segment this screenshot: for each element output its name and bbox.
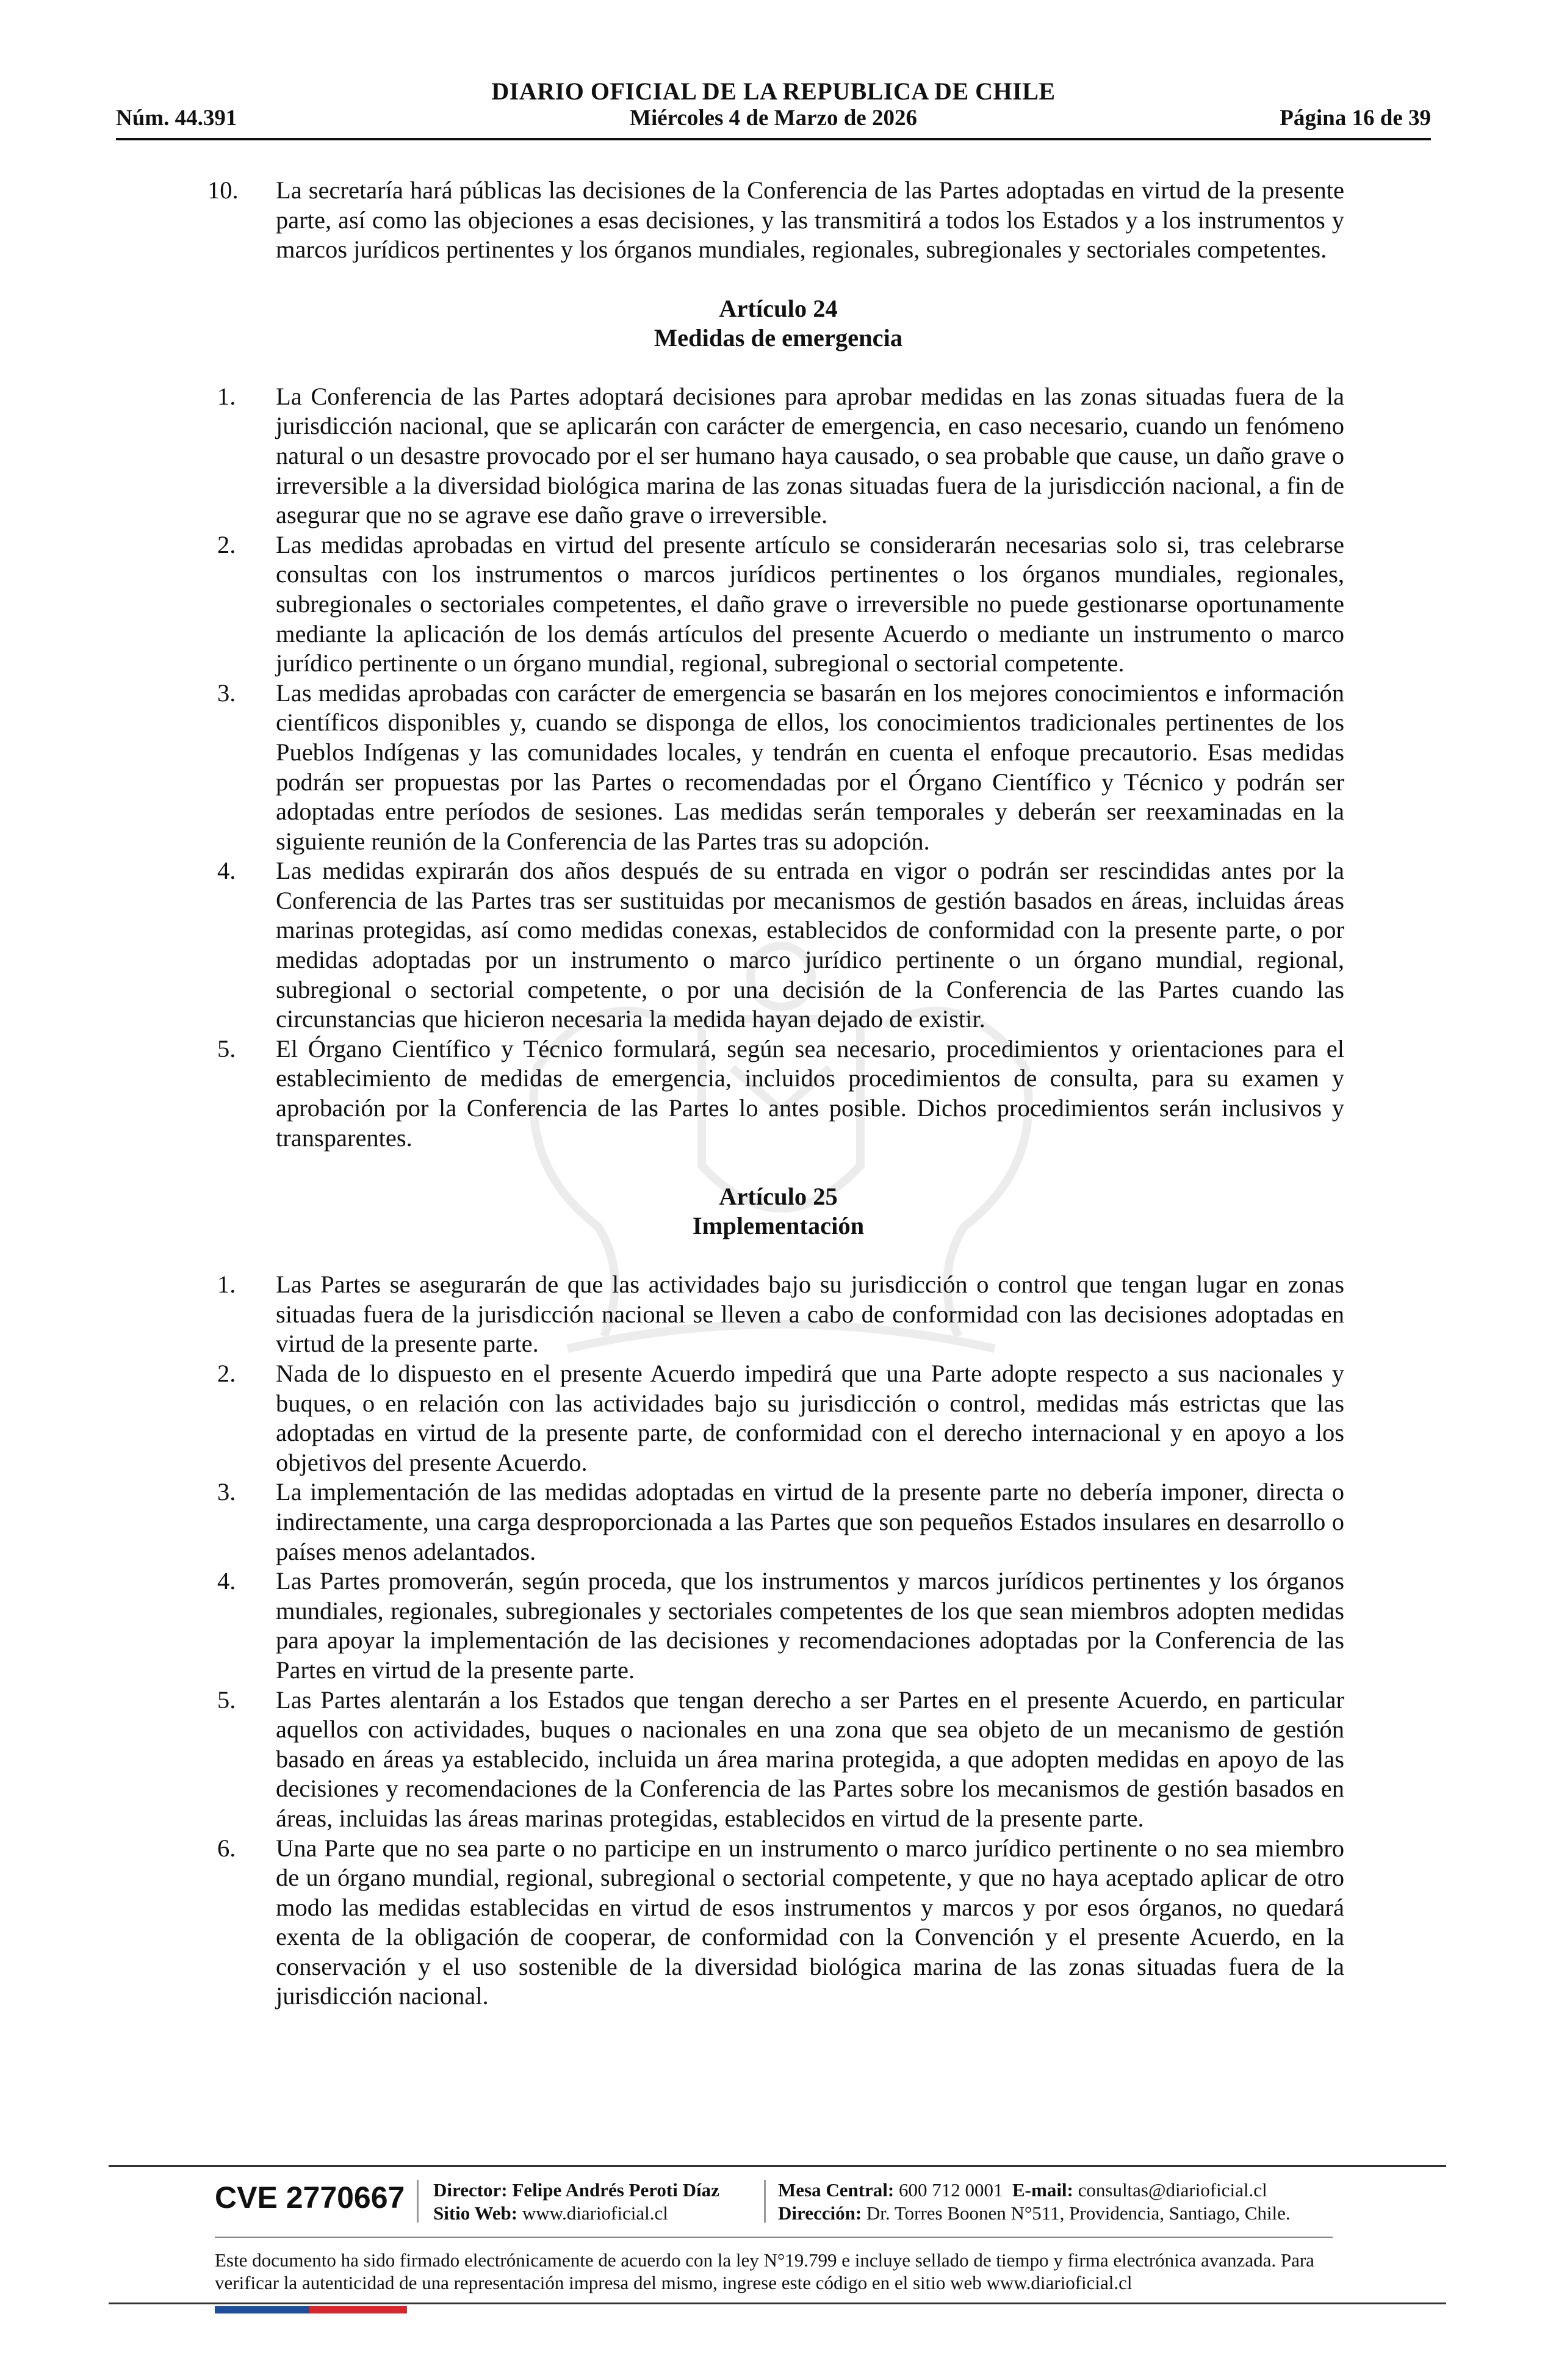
footer-separator xyxy=(764,2180,766,2223)
phone-label: Mesa Central: xyxy=(778,2179,895,2201)
item-number: 4. xyxy=(217,1567,236,1595)
item-number: 2. xyxy=(217,530,236,558)
item-number: 5. xyxy=(217,1034,236,1062)
article-24-item-5 xyxy=(212,1034,1344,1153)
item-text: La Conferencia de las Partes adoptará decisiones para aprobar medidas en las zonas situadas fuera de la jurisdicción nacional, que se aplicarán con carácter de emergencia, en caso necesario, cuando un fenómeno natural o un desastre provocado por el ser humano haya causado, o sea probable que cause, un daño grave o irreversible a la diversidad biológica marina de las zonas situadas fuera de la jurisdicción nacional, a fin de asegurar que no se agrave ese daño grave o irreversible. xyxy=(276,382,1344,529)
footer-divider-top xyxy=(109,2165,1446,2167)
article-24-item-4 xyxy=(212,856,1344,1034)
item-text: Las medidas aprobadas con carácter de emergencia se basarán en los mejores conocimientos e información científicos disponibles y, cuando se disponga de ellos, los conocimientos tradicionales pertinentes de los Pueblos Indígenas y las comunidades locales, y tendrán en cuenta el enfoque precautorio. Esas medidas podrán ser propuestas por las Partes o recomendadas por el Órgano Científico y Técnico y podrán ser adoptadas entre períodos de sesiones. Las medidas serán temporales y deberán ser reexaminadas en la siguiente reunión de la Conferencia de las Partes tras su adopción. xyxy=(276,679,1344,855)
item-number: 1. xyxy=(217,1271,236,1299)
website-link[interactable]: www.diarioficial.cl xyxy=(522,2202,668,2224)
article-number: Artículo 24 xyxy=(719,294,838,322)
item-number: 10. xyxy=(207,176,239,204)
item-number: 3. xyxy=(217,1478,236,1506)
item-text: La implementación de las medidas adoptadas en virtud de la presente parte no debería imponer, directa o indirectamente, una carga desproporcionada a las Partes que son pequeños Estados insulares en desarrollo o países menos adelantados. xyxy=(276,1478,1344,1565)
footer-divider-middle xyxy=(215,2237,1333,2238)
item-text: Las medidas aprobadas en virtud del presente artículo se considerarán necesarias solo si, tras celebrarse consultas con los instrumentos o marcos jurídicos pertinentes o los órganos mundiales, regionales, subregionales o sectoriales competentes, el daño grave o irreversible no puede gestionarse oportunamente mediante la aplicación de los demás artículos del presente Acuerdo o mediante un instrumento o marco jurídico pertinente o un órgano mundial, regional, subregional o sectorial competente. xyxy=(276,530,1344,677)
article-25-item-6 xyxy=(212,1834,1344,2012)
article-24-item-2 xyxy=(212,530,1344,679)
cve-code: CVE 2770667 xyxy=(215,2180,405,2215)
footer-separator xyxy=(417,2180,419,2223)
item-text: Las Partes promoverán, según proceda, que los instrumentos y marcos jurídicos pertinentes y los órganos mundiales, regionales, subregionales y sectoriales competentes de los que sean miembros adopten medidas para apoyar la implementación de las decisiones y recomendaciones adoptadas por la Conferencia de las Partes en virtud de la presente parte. xyxy=(276,1567,1344,1684)
email-link[interactable]: consultas@diarioficial.cl xyxy=(1078,2179,1267,2201)
page-header xyxy=(116,73,1431,146)
address-text: Dr. Torres Boonen N°511, Providencia, Santiago, Chile. xyxy=(866,2202,1291,2224)
footer-contact-block xyxy=(778,2179,1291,2225)
issue-number: Núm. 44.391 xyxy=(116,106,237,131)
item-text: La secretaría hará públicas las decisiones de la Conferencia de las Partes adoptadas en virtud de la presente parte, así como las objeciones a esas decisiones, y las transmitirá a todos los Estados y a los instrumentos y marcos jurídicos pertinentes y los órganos mundiales, regionales, subregionales y sectoriales competentes. xyxy=(276,176,1344,264)
footer-director-block xyxy=(433,2179,719,2225)
article-25-item-2 xyxy=(212,1359,1344,1477)
article-25-item-1 xyxy=(212,1270,1344,1359)
item-number: 6. xyxy=(217,1834,236,1862)
item-number: 3. xyxy=(217,679,236,707)
item-number: 1. xyxy=(217,382,236,410)
address-label: Dirección: xyxy=(778,2202,862,2224)
item-number: 2. xyxy=(217,1360,236,1387)
item-text: Una Parte que no sea parte o no participe en un instrumento o marco jurídico pertinente o no sea miembro de un órgano mundial, regional, subregional o sectorial competente, y que no haya aceptado aplicar de otro modo las medidas establecidas en virtud de esos instrumentos y marcos y por esos órganos, no quedará exenta de la obligación de cooperar, de conformidad con la Convención y el presente Acuerdo, en la conservación y el uso sostenible de la diversidad biológica marina de las zonas situadas fuera de la jurisdicción nacional. xyxy=(276,1834,1344,2010)
article-24-item-1 xyxy=(212,382,1344,530)
email-label: E-mail: xyxy=(1012,2179,1073,2201)
item-text: El Órgano Científico y Técnico formulará, según sea necesario, procedimientos y orientaciones para el establecimiento de medidas de emergencia, incluidos procedimientos de consulta, para su examen y aprobación por la Conferencia de las Partes lo antes posible. Dichos procedimientos serán inclusivos y transparentes. xyxy=(276,1034,1344,1152)
item-number: 4. xyxy=(217,857,236,885)
item-number: 5. xyxy=(217,1686,236,1714)
issue-date: Miércoles 4 de Marzo de 2026 xyxy=(630,106,917,131)
article-number: Artículo 25 xyxy=(719,1183,838,1211)
website-label: Sitio Web: xyxy=(433,2202,518,2224)
item-text: Las Partes se asegurarán de que las actividades bajo su jurisdicción o control que tengan lugar en zonas situadas fuera de la jurisdicción nacional se lleven a cabo de conformidad con las decisiones adoptadas en virtud de la presente parte. xyxy=(276,1271,1344,1358)
article-25-heading xyxy=(212,1182,1344,1241)
phone-number: 600 712 0001 xyxy=(899,2179,1003,2201)
flag-stripe-blue xyxy=(215,2306,309,2313)
item-text: Las medidas expirarán dos años después de su entrada en vigor o podrán ser rescindidas antes por la Conferencia de las Partes tras ser sustituidas por mecanismos de gestión basados en áreas, incluidas áreas marinas protegidas, así como medidas conexas, establecidos de conformidad con la presente parte, o por medidas adoptadas por un instrumento o marco jurídico pertinente o un órgano mundial, regional, subregional o sectorial competente, o por una decisión de la Conferencia de las Partes cuando las circunstancias que hicieron necesaria la medida hayan dejado de existir. xyxy=(276,857,1344,1033)
publication-title: DIARIO OFICIAL DE LA REPUBLICA DE CHILE xyxy=(491,78,1056,105)
article-25-item-3 xyxy=(212,1477,1344,1567)
flag-stripe-red xyxy=(309,2306,407,2313)
item-text: Nada de lo dispuesto en el presente Acuerdo impedirá que una Parte adopte respecto a sus nacionales y buques, o en relación con las actividades bajo su jurisdicción o control, medidas más estrictas que las adoptadas en virtud de la presente parte, de conformidad con el derecho internacional y en apoyo a los objetivos del presente Acuerdo. xyxy=(276,1360,1344,1476)
director-label: Director: xyxy=(433,2179,508,2201)
article-title: Implementación xyxy=(692,1212,865,1240)
header-divider xyxy=(116,138,1431,140)
article-title: Medidas de emergencia xyxy=(654,323,903,352)
article-25-item-4 xyxy=(212,1567,1344,1685)
article-24-item-3 xyxy=(212,679,1344,857)
page-number: Página 16 de 39 xyxy=(1280,106,1431,131)
item-text: Las Partes alentarán a los Estados que tengan derecho a ser Partes en el presente Acuerdo, en particular aquellos con actividades, buques o nacionales en una zona que sea objeto de un mecanismo de gestión basado en áreas ya establecido, incluida un área marina protegida, a que adopten medidas en apoyo de las decisiones y recomendaciones de la Conferencia de las Partes sobre los mecanismos de gestión basados en áreas, incluidas las áreas marinas protegidas, establecidos en virtud de la presente parte. xyxy=(276,1686,1344,1832)
legal-notice: Este documento ha sido firmado electrónicamente de acuerdo con la ley N°19.799 e incluye sellado de tiempo y firma electrónica avanzada. Para verificar la autenticidad de una representación impresa del mismo, ingrese este código en el sitio web www.diarioficial.cl xyxy=(215,2249,1314,2293)
footer-divider-bottom xyxy=(109,2302,1446,2304)
article-25-item-5 xyxy=(212,1686,1344,1834)
article-24-heading xyxy=(212,294,1344,353)
director-name: Felipe Andrés Peroti Díaz xyxy=(512,2179,719,2201)
paragraph-item xyxy=(207,176,1344,265)
document-body xyxy=(207,176,1344,2011)
